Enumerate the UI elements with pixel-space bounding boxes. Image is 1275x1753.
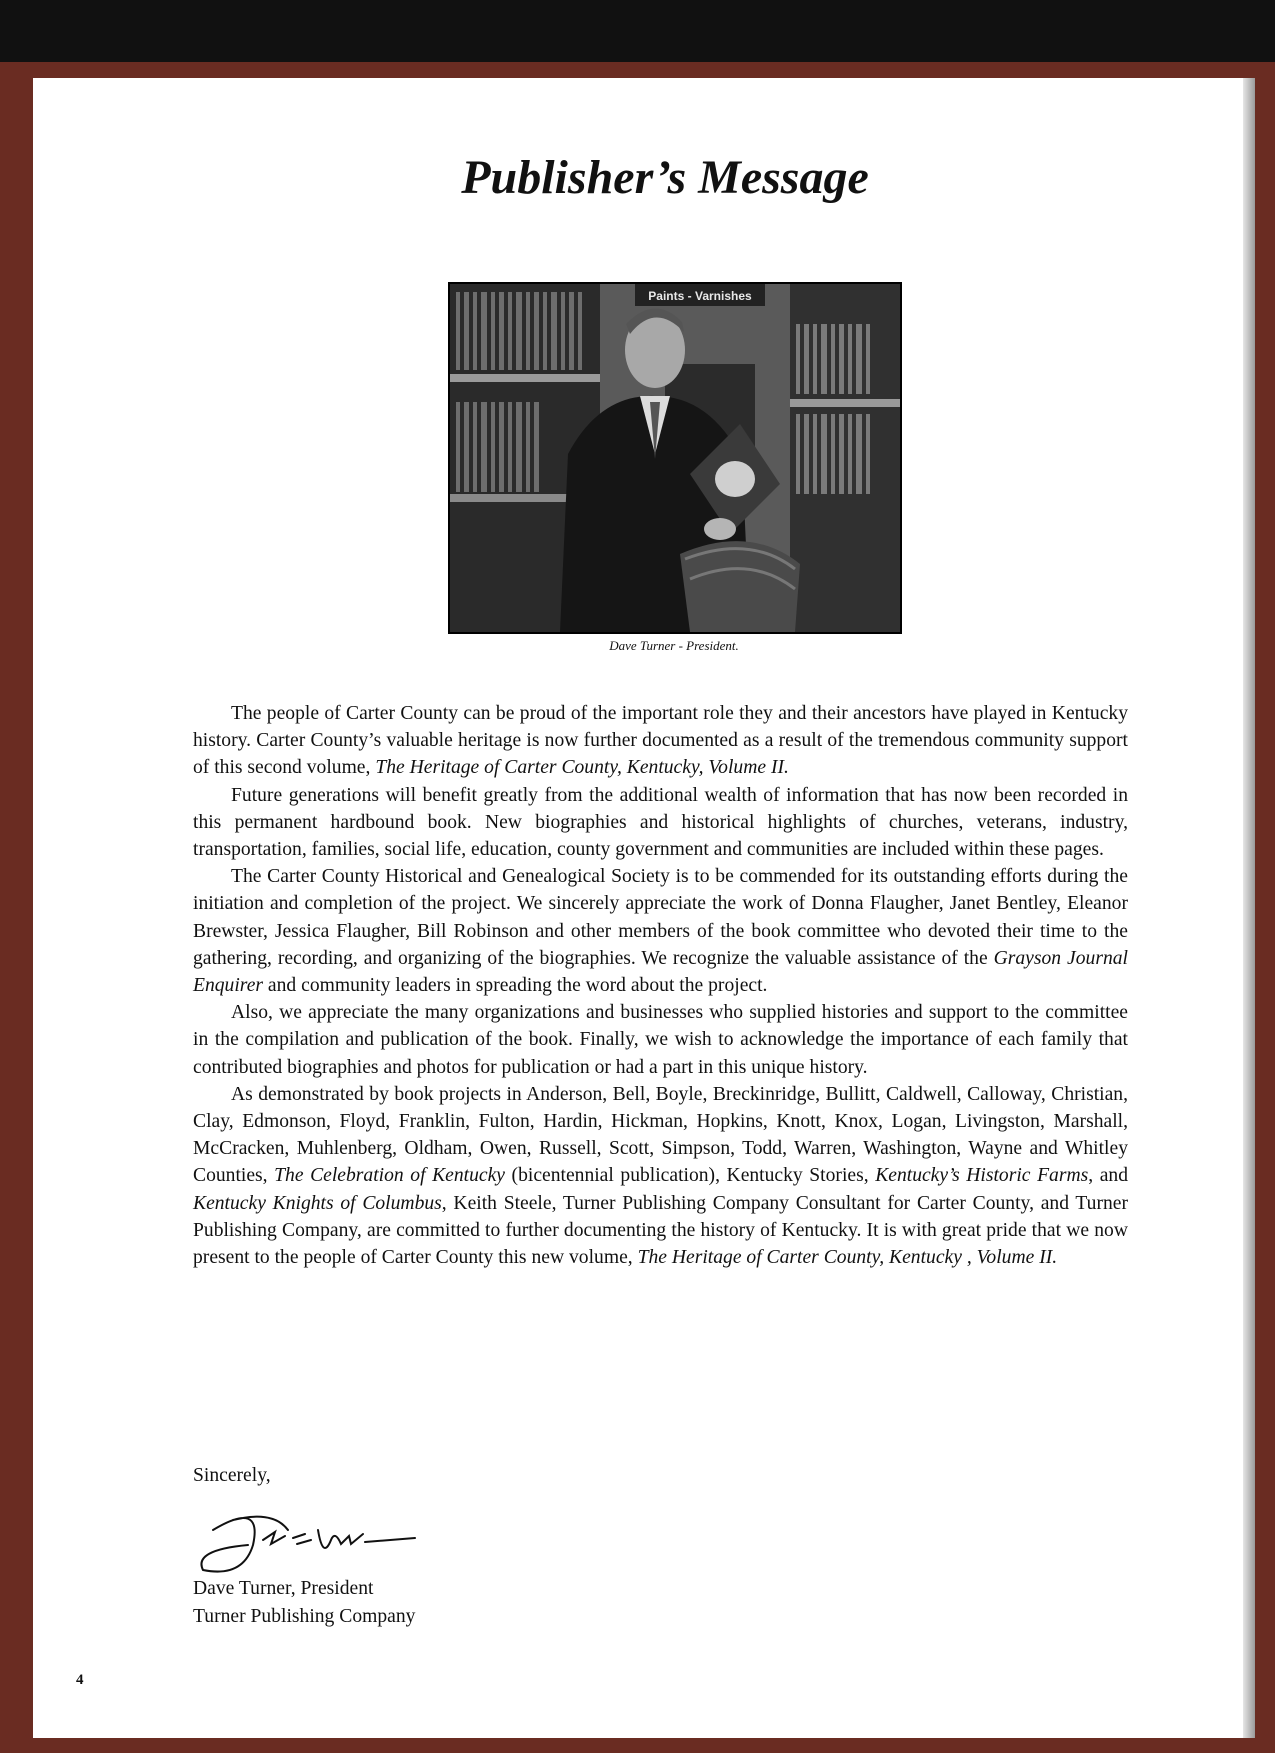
signer-name: Dave Turner, President [193, 1578, 374, 1599]
paragraph-text: , and [1088, 1165, 1128, 1187]
page-title: Publisher’s Message [461, 151, 869, 204]
book-title: The Heritage of Carter County, Kentucky, Volume II. [375, 757, 789, 779]
paragraph-text: and community leaders in spreading the word about the project. [263, 975, 768, 997]
signature-graphic [193, 1500, 433, 1580]
page-number: 4 [76, 1672, 84, 1688]
president-photo [448, 282, 902, 634]
book-title: The Heritage of Carter County, Kentucky , Volume II. [637, 1247, 1058, 1269]
message-body [193, 700, 1128, 1271]
paragraph-text: , Keith Steele, Turner Publishing Company Consultant for Carter County, and Turner Publishing Company, are committed to further documenting the history of Kentucky. It is with great pride that we now present to the people of Carter County this new volume, [193, 1192, 1128, 1269]
book-title: Kentucky’s Historic Farms [875, 1165, 1089, 1187]
paragraph-text: The people of Carter County can be proud of the important role they and their ancestors have played in Kentucky history. Carter County’s valuable heritage is now further documented as a result of the tremendous community support of this second volume, [193, 703, 1128, 779]
paragraph-1 [193, 700, 1128, 782]
paragraph-text: As demonstrated by book projects in Anderson, Bell, Boyle, Breckinridge, Bullitt, Caldwell, Calloway, Christian, Clay, Edmonson, Floyd, Franklin, Fulton, Hardin, Hickman, Hopkins, Knott, Knox, Logan, Livingston, Marshall, McCracken, Muhlenberg, Oldham, Owen, Russell, Scott, Simpson, Todd, Warren, Washington, Wayne and Whitley Counties, [193, 1083, 1128, 1187]
paragraph-2: Future generations will benefit greatly from the additional wealth of information that has now been recorded in this permanent hardbound book. New biographies and historical highlights of churches, veterans, industry, transportation, families, social life, education, county government and communities are included within these pages. [193, 784, 1128, 861]
paragraph-text: (bicentennial publication), Kentucky Stories, [504, 1165, 876, 1187]
paragraph-text: The Carter County Historical and Genealogical Society is to be commended for its outstanding efforts during the initiation and completion of the project. We sincerely appreciate the work of Donna Flaugher, Janet Bentley, Eleanor Brewster, Jessica Flaugher, Bill Robinson and other members of the book committee who devoted their time to the gathering, recording, and organizing of the biographies. We recognize the valuable assistance of the [193, 866, 1128, 969]
newspaper-title: Grayson Journal Enquirer [193, 947, 1128, 997]
paragraph-4: Also, we appreciate the many organizations and businesses who supplied histories and support to the committee in the compilation and publication of the book. Finally, we wish to acknowledge the importance of each family that contributed biographies and photos for publication or had a part in this unique history. [193, 1002, 1128, 1078]
book-title: Kentucky Knights of Columbus [193, 1192, 442, 1214]
paragraph-5 [193, 1081, 1128, 1271]
photo-illustration [450, 284, 900, 632]
paragraph-3 [193, 863, 1128, 999]
photo-caption: Dave Turner - President. [609, 638, 739, 653]
signer-company: Turner Publishing Company [193, 1606, 416, 1627]
page-edge-shadow [1243, 78, 1255, 1738]
sign-text: Paints - Varnishes [648, 289, 752, 303]
book-title: The Celebration of Kentucky [274, 1165, 505, 1187]
salutation: Sincerely, [193, 1465, 271, 1486]
